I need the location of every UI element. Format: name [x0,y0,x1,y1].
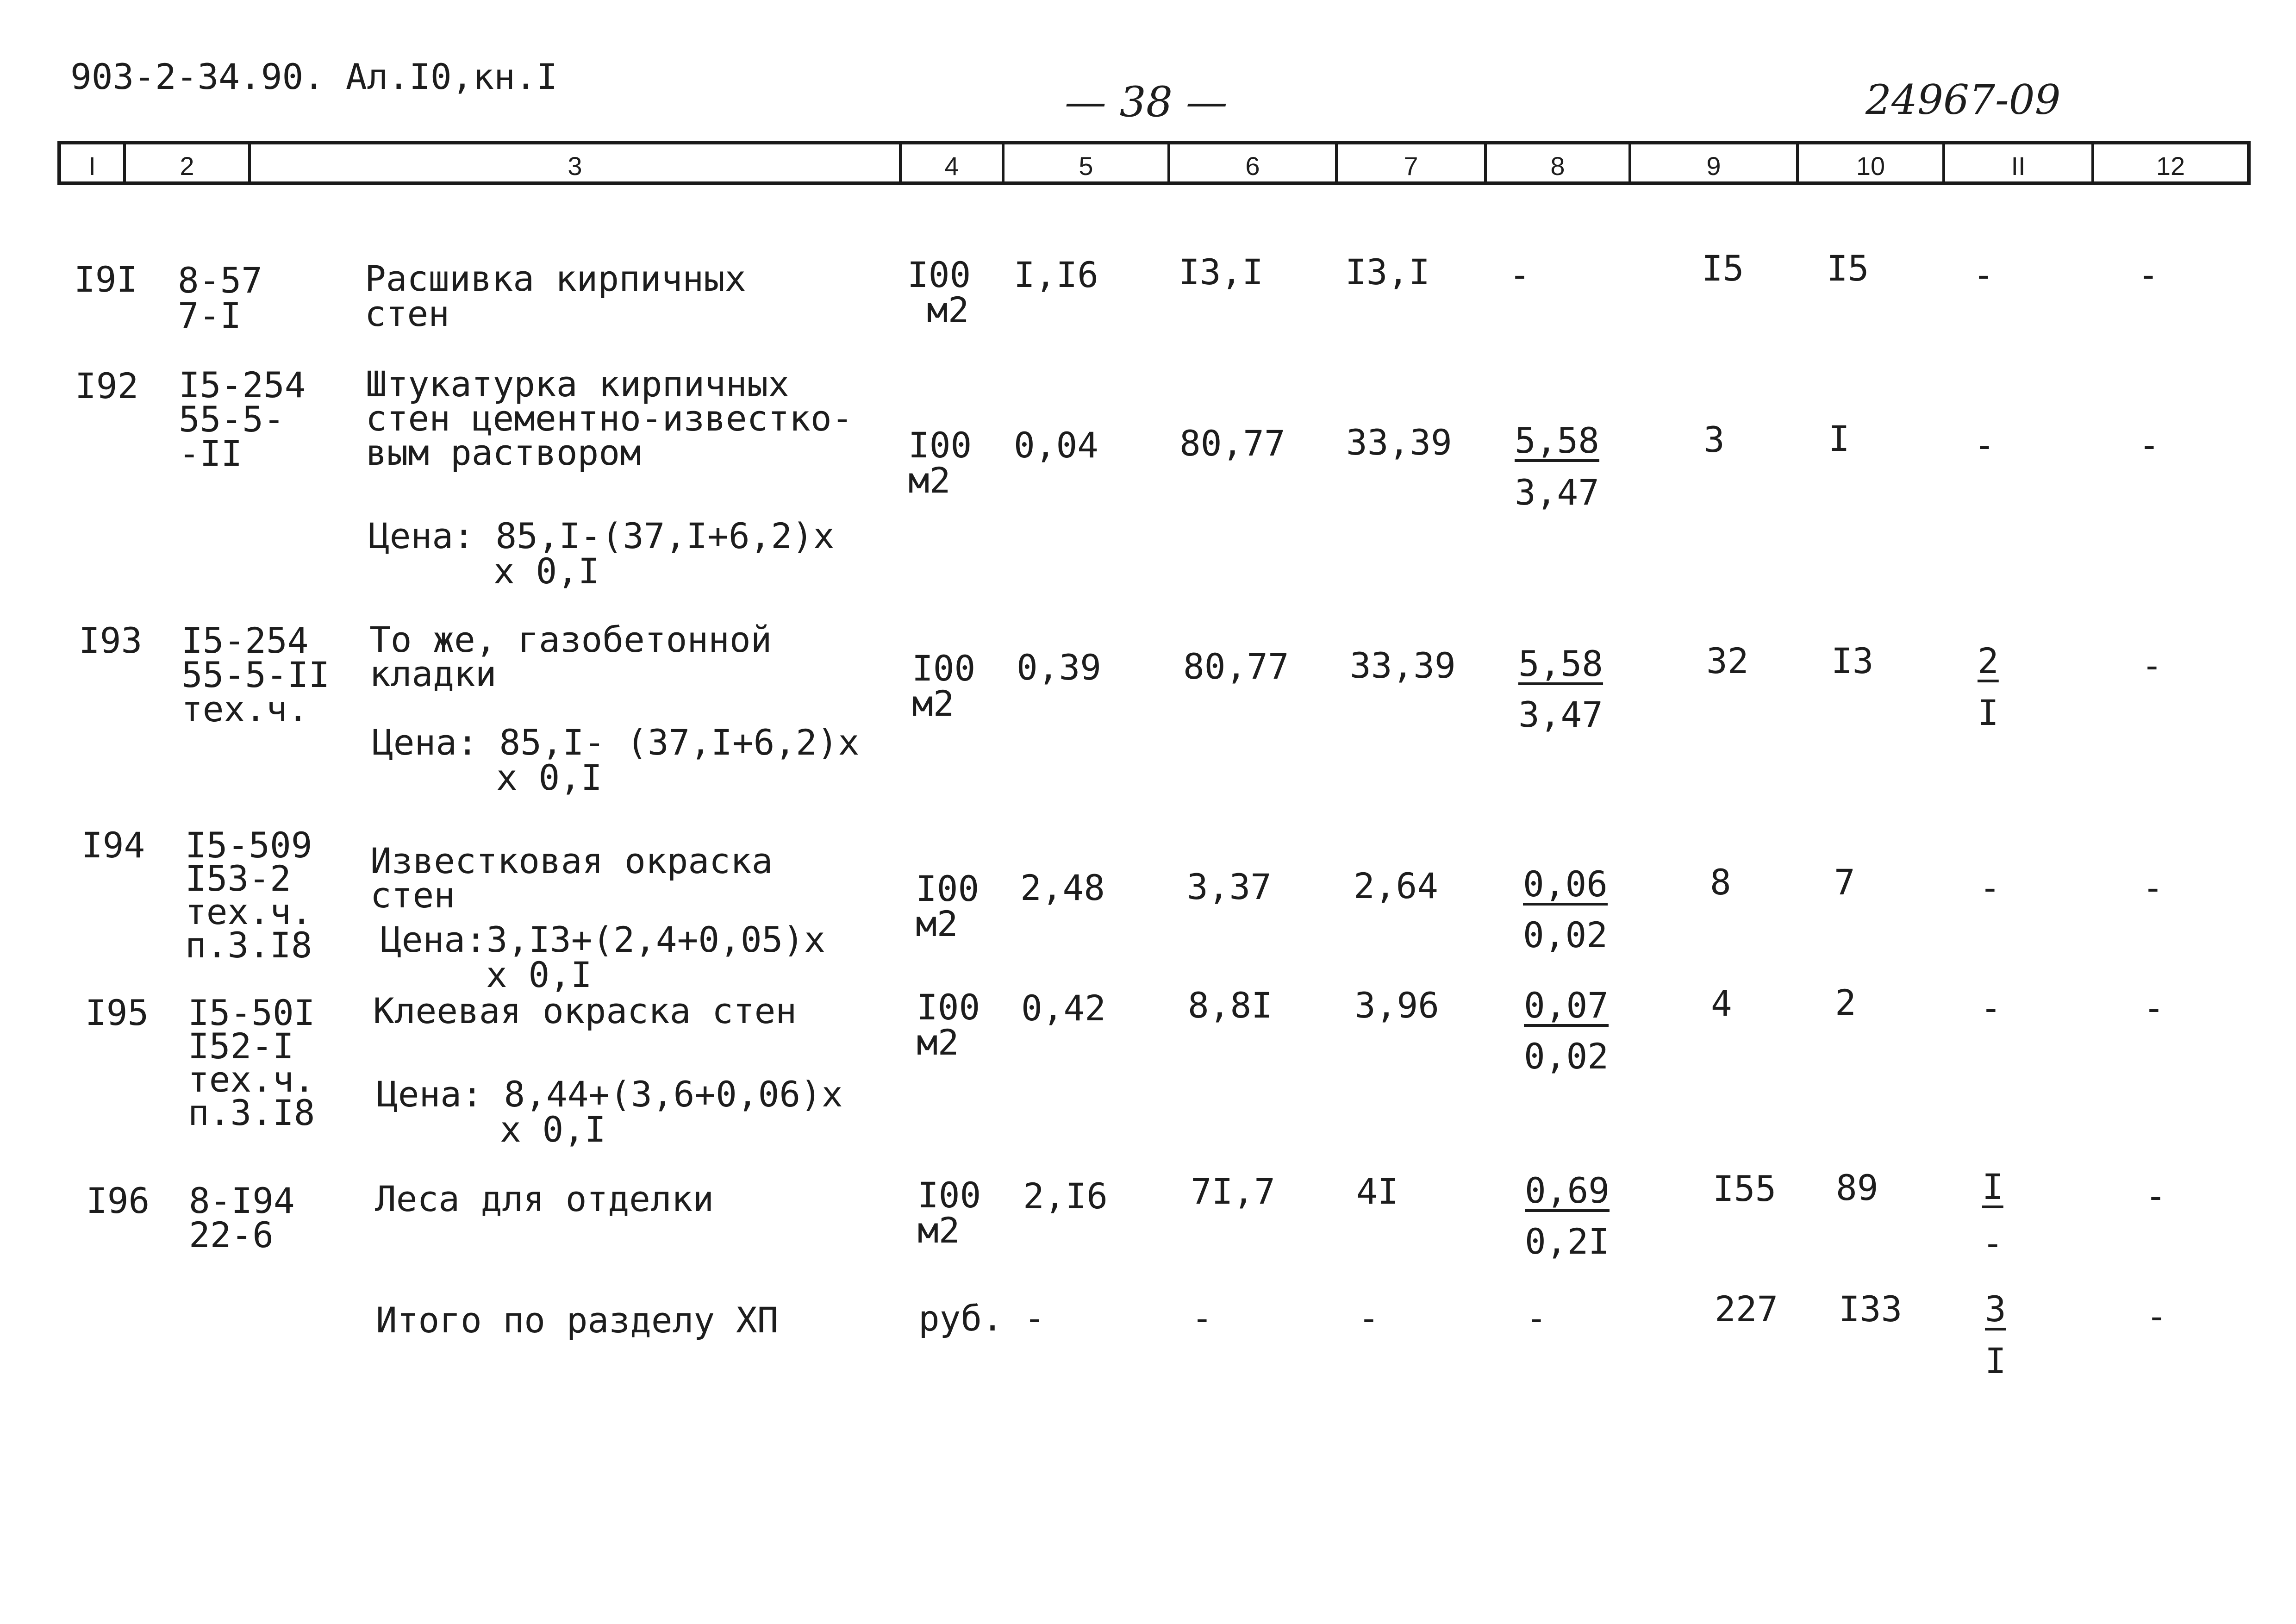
total-col7: - [1358,1298,1379,1339]
norm-code-line: тех.ч. [188,1059,315,1100]
col9-value: 32 [1706,640,1749,681]
col5-value: 0,04 [1014,425,1099,466]
col9-value: 4 [1711,983,1732,1024]
col7-value: I3,I [1345,251,1430,293]
work-name-line: Расшивка кирпичных [365,258,746,299]
col8-top-value: 0,06 [1523,863,1608,905]
unit-quantity: I00 [917,987,980,1028]
col6-value: 3,37 [1187,866,1272,907]
total-col10: I33 [1839,1288,1903,1330]
col5-value: 0,39 [1017,647,1102,688]
unit-measure: м2 [912,683,955,724]
row-number: I93 [79,620,143,661]
row-number: I92 [75,365,139,406]
norm-code-line: I5-50I [188,992,315,1033]
col-number-12: 12 [2156,151,2185,181]
norm-code-line: 55-5-II [181,654,330,695]
col12-value: - [2143,987,2165,1029]
col11-top-value: - [1980,987,2002,1029]
total-col11-top: 3 [1985,1288,2006,1330]
norm-code-line: тех.ч. [185,891,312,932]
col11-top-value: 2 [1978,640,1999,681]
col8-bottom-value: 0,02 [1523,914,1608,956]
norm-code-line: 8-57 [178,260,263,301]
col9-value: 3 [1703,419,1725,460]
col8-top-value: - [1509,254,1530,295]
col-number-1: I [88,151,96,181]
norm-code-line: I53-2 [185,858,291,899]
total-col9: 227 [1715,1288,1778,1330]
work-name-line: вым раствором [366,432,641,473]
inventory-number: 24967-09 [1866,76,2061,124]
unit-quantity: I00 [916,868,980,909]
col-number-3: 3 [568,151,582,181]
col6-value: 7I,7 [1191,1171,1276,1212]
norm-code-line: -II [179,433,243,474]
page-number: — 38 — [1065,78,1228,126]
col8-bottom-value: 3,47 [1515,472,1600,513]
col10-value: 89 [1836,1167,1878,1208]
norm-code-line: 7-I [178,295,242,336]
col9-value: 8 [1710,862,1731,903]
col11-top-value: I [1982,1166,2003,1207]
col7-value: 33,39 [1346,422,1452,463]
col10-value: I3 [1831,640,1874,681]
col12-value: - [2138,254,2159,295]
col7-value: 2,64 [1354,865,1439,906]
norm-code-line: п.3.I8 [188,1092,315,1133]
work-name-line: стен цементно-известко- [366,398,853,439]
col-number-2: 2 [180,151,194,181]
unit-quantity: I00 [917,1174,981,1216]
col10-value: I5 [1827,248,1869,289]
norm-code-line: I5-509 [185,824,312,866]
work-name-line: стен [365,293,450,334]
price-formula-line: x 0,I [493,550,599,592]
unit-measure: м2 [917,1022,959,1063]
work-name-line: Клеевая окраска стен [373,990,797,1031]
col9-value: I5 [1702,248,1744,289]
col6-value: 80,77 [1183,646,1289,687]
norm-code-line: тех.ч. [181,688,309,730]
col10-value: 2 [1835,982,1856,1023]
col8-top-value: 5,58 [1518,643,1603,684]
work-name-line: стен [370,874,455,916]
col5-value: 2,48 [1020,867,1105,908]
price-formula-line: x 0,I [496,757,602,798]
col11-bottom-value: - [1982,1223,2003,1264]
col-number-8: 8 [1550,151,1565,181]
work-name-line: Известковая окраска [370,840,773,881]
column-number-header [57,141,2251,185]
col8-top-value: 0,69 [1525,1170,1610,1211]
total-col8: - [1526,1298,1547,1339]
col12-value: - [2145,1175,2166,1217]
col-number-4: 4 [944,151,959,181]
norm-code-line: I5-254 [179,364,306,406]
unit-quantity: I00 [912,648,976,689]
col12-value: - [2139,425,2160,466]
col8-bottom-value: 0,2I [1525,1221,1610,1262]
col-number-11: II [2011,151,2026,181]
col11-top-value: - [1974,425,1995,466]
total-col5: - [1024,1298,1045,1339]
col-number-10: 10 [1856,151,1885,181]
unit-measure: м2 [917,1210,960,1251]
col9-value: I55 [1713,1168,1777,1209]
col5-value: 2,I6 [1023,1175,1108,1217]
total-col12: - [2146,1296,2167,1337]
col7-value: 33,39 [1350,645,1456,686]
row-number: I94 [81,824,145,866]
row-number: I95 [85,992,149,1033]
col-number-6: 6 [1245,151,1260,181]
norm-code-line: I5-254 [181,620,309,661]
unit-quantity: I00 [908,425,972,466]
work-name-line: кладки [369,653,497,694]
col6-value: I3,I [1179,251,1264,293]
norm-code-line: п.3.I8 [185,924,312,966]
col10-value: I [1828,418,1850,459]
col-number-5: 5 [1079,151,1093,181]
norm-code-line: 8-I94 [189,1180,295,1221]
norm-code-line: I52-I [188,1025,294,1067]
unit-measure: м2 [927,289,969,331]
col8-top-value: 5,58 [1515,420,1600,461]
price-formula-line: Цена: 85,I-(37,I+6,2)x [368,515,835,556]
work-name-line: То же, газобетонной [369,619,772,660]
price-formula-line: Цена: 8,44+(3,6+0,06)x [377,1074,843,1115]
col11-top-value: - [1979,867,2001,908]
col11-bottom-value: I [1978,692,1999,733]
total-col11-bottom: I [1985,1340,2006,1381]
unit-measure: м2 [916,903,958,944]
work-name-line: Штукатурка кирпичных [366,363,790,405]
total-col6: - [1192,1298,1213,1339]
norm-code-line: 22-6 [189,1214,274,1255]
row-number: I9I [74,259,138,300]
col-number-7: 7 [1404,151,1418,181]
unit-measure: м2 [908,460,951,501]
col6-value: 80,77 [1179,423,1285,464]
col5-value: 0,42 [1021,987,1106,1029]
norm-code-line: 55-5- [179,399,285,440]
col12-value: - [2141,645,2163,686]
col7-value: 3,96 [1354,985,1440,1026]
col11-top-value: - [1973,254,1994,295]
total-label: Итого по разделу ХП [376,1299,779,1341]
col-number-9: 9 [1706,151,1721,181]
price-formula-line: Цена:3,I3+(2,4+0,05)x [381,919,825,960]
total-unit: руб. [918,1298,1004,1339]
unit-quantity: I00 [907,254,971,295]
col8-bottom-value: 3,47 [1518,694,1603,735]
col7-value: 4I [1356,1171,1399,1212]
price-formula-line: Цена: 85,I- (37,I+6,2)x [372,722,860,763]
col5-value: I,I6 [1014,254,1099,295]
row-number: I96 [86,1180,150,1221]
col10-value: 7 [1834,862,1855,903]
col6-value: 8,8I [1188,985,1273,1026]
col8-top-value: 0,07 [1524,985,1609,1026]
price-formula-line: x 0,I [500,1109,606,1150]
price-formula-line: x 0,I [486,954,592,995]
col12-value: - [2142,867,2164,908]
col8-bottom-value: 0,02 [1524,1036,1609,1077]
document-code: 903-2-34.90. Ал.I0,кн.I [70,56,558,97]
work-name-line: Леса для отделки [375,1178,714,1219]
